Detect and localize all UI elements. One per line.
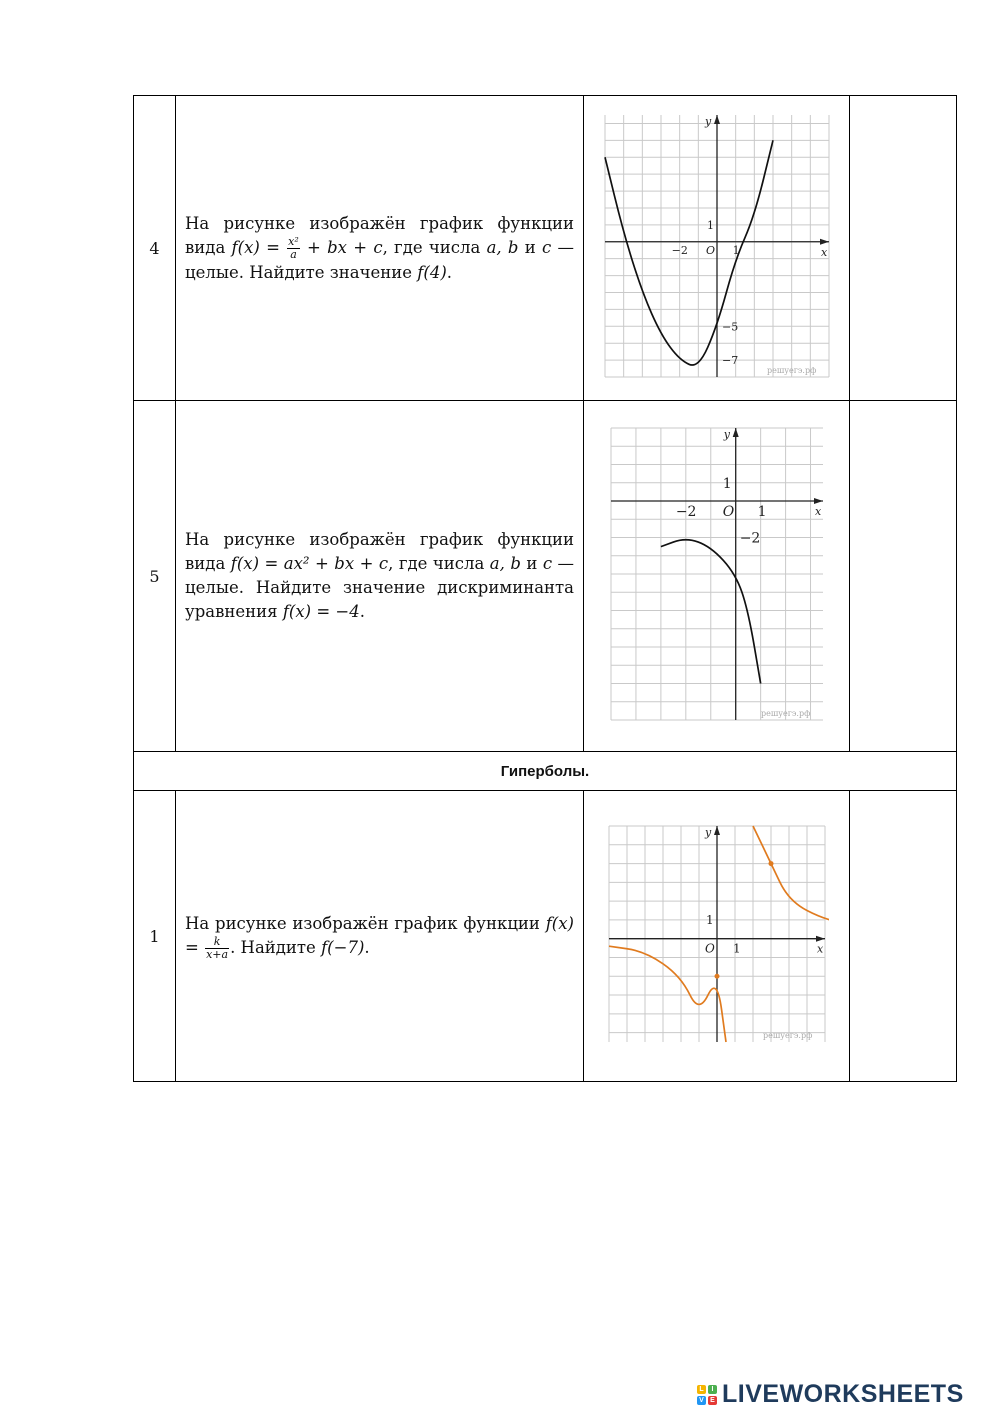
answer-cell xyxy=(850,401,957,752)
y-axis-label: y xyxy=(704,826,711,839)
figure-cell xyxy=(584,96,850,401)
x-axis-label: x xyxy=(820,245,827,259)
task-sentence: На рисунке изображён график функции вида xyxy=(185,530,574,573)
x-axis-label: x xyxy=(814,505,821,518)
brand-icon-tile: V xyxy=(697,1396,706,1405)
tasks-table xyxy=(133,95,957,1082)
brand-icon xyxy=(697,1385,717,1405)
brand-icon-tile: E xyxy=(708,1396,717,1405)
fraction-numerator: x² xyxy=(288,234,299,248)
task-sentence: , где числа xyxy=(388,554,490,573)
fraction-numerator: k xyxy=(205,936,229,949)
function-curve xyxy=(753,826,829,926)
tick-label: O xyxy=(705,243,715,257)
task-text xyxy=(176,791,584,1082)
x-axis-arrow xyxy=(820,239,829,245)
formula: f(x) = ax² + bx + c xyxy=(230,554,389,573)
x-axis-arrow xyxy=(814,498,823,504)
watermark: решуегэ.рф xyxy=(766,366,816,375)
task-sentence: , где числа xyxy=(382,237,487,257)
table-row xyxy=(134,791,957,1082)
fraction-denominator: x+a xyxy=(206,947,229,961)
answer-cell xyxy=(850,96,957,401)
parabola-graph xyxy=(607,424,827,724)
table-row xyxy=(134,401,957,752)
tick-label: −2 xyxy=(675,504,696,520)
formula: f(x) = xyxy=(231,237,287,257)
y-axis-arrow xyxy=(714,115,720,124)
hyperbola-graph xyxy=(605,822,829,1046)
watermark: решуегэ.рф xyxy=(760,709,810,718)
tick-label: −2 xyxy=(739,530,760,547)
parabola-graph xyxy=(601,111,833,381)
fraction xyxy=(205,936,229,961)
formula: f(x) = −4 xyxy=(282,602,360,621)
tick-label: O xyxy=(704,941,715,956)
task-sentence: — целые. Найдите значение дискриминанта уравнения xyxy=(185,554,575,621)
variable: c xyxy=(542,554,553,573)
variable: c xyxy=(542,237,552,257)
y-axis-arrow xyxy=(732,428,738,437)
punctuation: . xyxy=(359,602,365,621)
brand-name: LIVEWORKSHEETS xyxy=(722,1380,964,1408)
figure-cell xyxy=(584,791,850,1082)
curve-point xyxy=(714,974,719,979)
variables: a, b xyxy=(486,237,519,257)
x-axis-arrow xyxy=(816,936,825,942)
punctuation: . xyxy=(446,262,453,282)
task-sentence: . Найдите xyxy=(230,937,322,957)
task-text xyxy=(176,96,584,401)
tick-label: O xyxy=(722,504,734,520)
task-number: 4 xyxy=(134,96,176,401)
table-row xyxy=(134,752,957,791)
tick-label: 1 xyxy=(757,504,767,520)
tick-label: 1 xyxy=(722,475,732,492)
tick-label: −5 xyxy=(721,320,738,334)
task-sentence: — целые. Найдите значение xyxy=(185,237,575,282)
formula: f(x) = xyxy=(185,913,574,957)
y-axis-label: y xyxy=(704,115,711,128)
conjunction: и xyxy=(518,237,542,257)
brand-icon-tile: I xyxy=(708,1385,717,1394)
task-text xyxy=(176,401,584,752)
task-sentence: На рисунке изображён график функции xyxy=(185,913,546,933)
fraction-denominator: a xyxy=(290,247,297,261)
task-number: 5 xyxy=(134,401,176,752)
table-row xyxy=(134,96,957,401)
tick-label: 1 xyxy=(732,941,741,956)
y-axis-arrow xyxy=(714,826,720,835)
tick-label: −2 xyxy=(671,243,688,257)
watermark: решуегэ.рф xyxy=(762,1031,812,1040)
tick-label: 1 xyxy=(706,218,714,232)
tick-label: 1 xyxy=(705,912,714,927)
fraction xyxy=(287,236,300,261)
tick-label: −7 xyxy=(721,354,738,368)
task-number: 1 xyxy=(134,791,176,1082)
brand-logo xyxy=(697,1380,964,1409)
answer-cell xyxy=(850,791,957,1082)
punctuation: . xyxy=(364,937,370,957)
formula: f(4) xyxy=(417,262,447,282)
tick-label: 1 xyxy=(732,243,740,257)
curve-point xyxy=(768,861,773,866)
brand-icon-tile: L xyxy=(697,1385,706,1394)
variables: a, b xyxy=(489,554,521,573)
section-title: Гиперболы. xyxy=(134,752,957,791)
task-sentence: На рисунке изображён график функции вида xyxy=(185,213,574,257)
formula-tail: + bx + c xyxy=(300,237,383,257)
x-axis-label: x xyxy=(816,942,823,956)
formula: f(−7) xyxy=(321,937,365,957)
y-axis-label: y xyxy=(723,428,730,441)
figure-cell xyxy=(584,401,850,752)
conjunction: и xyxy=(520,554,543,573)
